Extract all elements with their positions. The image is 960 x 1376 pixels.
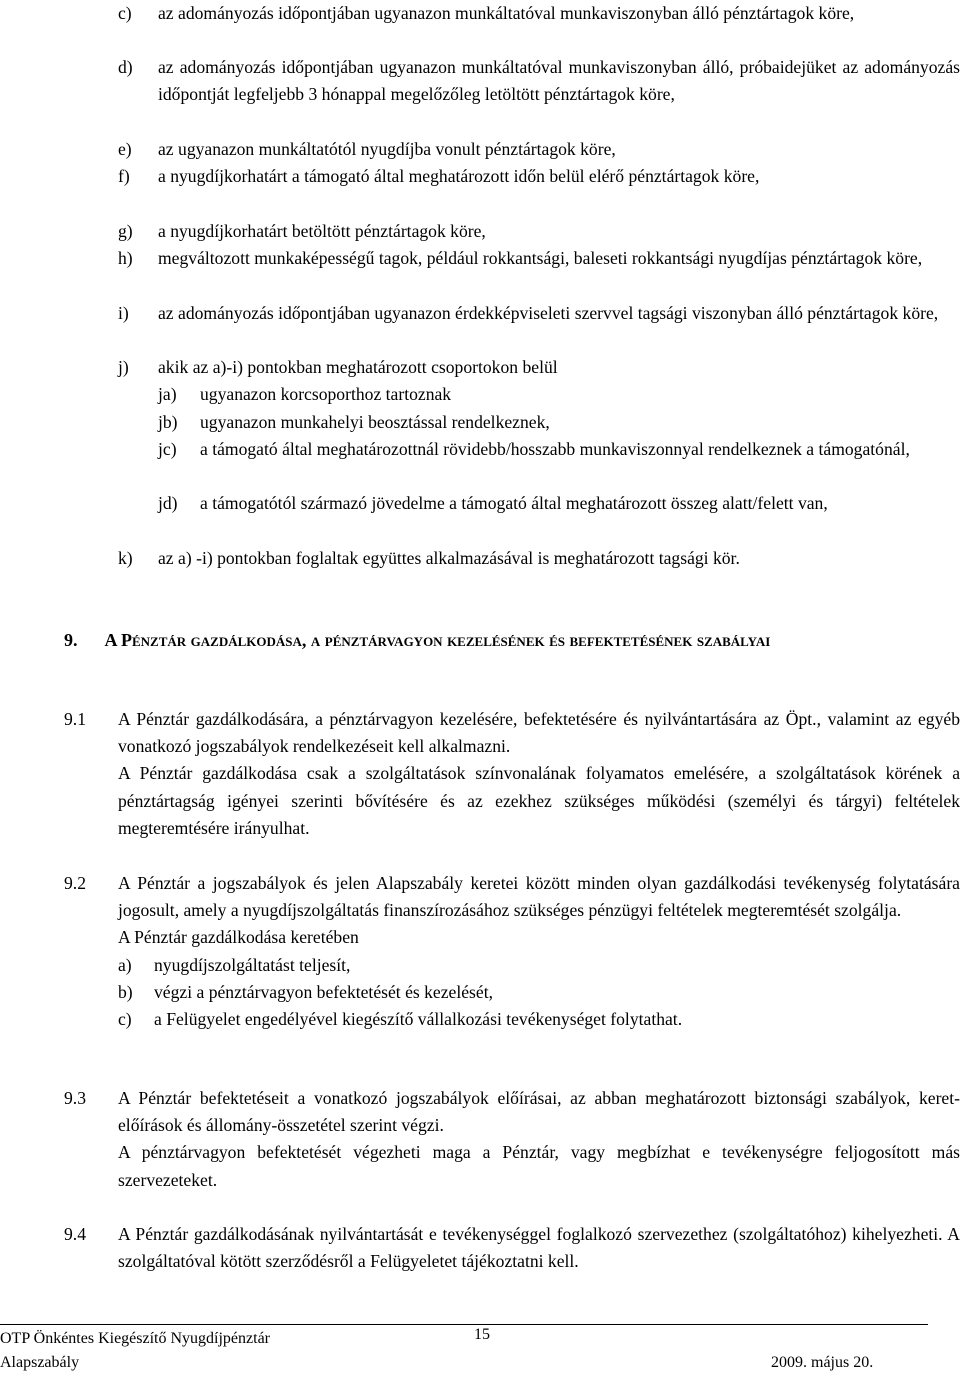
footer-organization: OTP Önkéntes Kiegészítő Nyugdíjpénztár xyxy=(0,1330,271,1347)
list-text: akik az a)-i) pontokban meghatározott csoportokon belül xyxy=(158,357,558,377)
paragraph-number: 9.3 xyxy=(64,1088,86,1108)
list-label: c) xyxy=(118,3,132,23)
list-label: e) xyxy=(118,139,132,159)
list-label: h) xyxy=(118,248,133,268)
paragraph-number: 9.4 xyxy=(64,1224,86,1244)
page-number: 15 xyxy=(474,1326,490,1343)
paragraph-text: A Pénztár gazdálkodása csak a szolgáltatások színvonalának folyamatos emelésére, a szolgáltatások körének a pénztártagság igényei szerinti bővítésére és az ezekhez szükséges működési (személyi és tárgyi) feltételek megteremtésére irányulhat. xyxy=(118,763,960,838)
sub-text: ugyanazon korcsoporthoz tartoznak xyxy=(200,384,452,404)
list-label: f) xyxy=(118,166,130,186)
list-label: b) xyxy=(118,981,133,1002)
list-item xyxy=(118,952,960,979)
sub-label: jc) xyxy=(158,439,177,459)
list-item xyxy=(118,979,960,1006)
list-text: az adományozás időpontjában ugyanazon munkáltatóval munkaviszonyban álló, próbaidejüket az adományozás időpontját legfeljebb 3 hónappal megelőzőleg letöltött pénztártagok köre, xyxy=(158,57,960,105)
list-label: j) xyxy=(118,357,129,377)
sub-label: jb) xyxy=(158,412,178,432)
list-label: k) xyxy=(118,548,133,568)
list-text: az ugyanazon munkáltatótól nyugdíjba vonult pénztártagok köre, xyxy=(158,139,616,159)
list-text: végzi a pénztárvagyon befektetését és kezelését, xyxy=(154,981,493,1002)
sub-text: a támogató által meghatározottnál rövidebb/hosszabb munkaviszonnyal rendelkeznek a támogatónál, xyxy=(200,439,910,459)
list-text: az adományozás időpontjában ugyanazon érdekképviseleti szervvel tagsági viszonyban álló pénztártagok köre, xyxy=(158,303,939,323)
paragraph-text: A Pénztár a jogszabályok és jelen Alapszabály keretei között minden olyan gazdálkodási tevékenység folytatására jogosult, amely a nyugdíjszolgáltatás finanszírozásához szükséges pénzügyi feltételek megteremtését szolgálja. xyxy=(118,873,960,921)
footer-document-name: Alapszabály xyxy=(0,1354,80,1371)
paragraph-text: A pénztárvagyon befektetését végezheti maga a Pénztár, vagy megbízhat e tevékenységre feljogosított más szervezeteket. xyxy=(118,1142,960,1190)
section-title: A Pénztár gazdálkodása, a pénztárvagyon kezelésének és befektetésének szabályai xyxy=(104,630,771,650)
list-text: a Felügyelet engedélyével kiegészítő vállalkozási tevékenységet folytathat. xyxy=(154,1009,683,1030)
sub-text: a támogatótól származó jövedelme a támogató által meghatározott összeg alatt/felett van, xyxy=(200,493,828,513)
list-label: i) xyxy=(118,303,129,323)
section-number: 9. xyxy=(64,630,78,650)
list-text: a nyugdíjkorhatárt a támogató által meghatározott időn belül elérő pénztártagok köre, xyxy=(158,166,760,186)
list-text: a nyugdíjkorhatárt betöltött pénztártagok köre, xyxy=(158,221,486,241)
paragraph-text: A Pénztár gazdálkodásának nyilvántartását e tevékenységgel foglalkozó szervezethez (szolgáltatóhoz) kihelyezheti. A szolgáltatóval kötött szerződésről a Felügyeletet tájékoztatni kell. xyxy=(118,1224,960,1272)
list-label: a) xyxy=(118,954,132,975)
footer-divider xyxy=(0,1324,928,1325)
list-label: d) xyxy=(118,57,133,77)
list-text: az adományozás időpontjában ugyanazon munkáltatóval munkaviszonyban álló pénztártagok köre, xyxy=(158,3,855,23)
paragraph-text: A Pénztár gazdálkodására, a pénztárvagyon kezelésére, befektetésére és nyilvántartására az Öpt., valamint az egyéb vonatkozó jogszabályok rendelkezéseit kell alkalmazni. xyxy=(118,709,960,757)
paragraph-text: A Pénztár befektetéseit a vonatkozó jogszabályok előírásai, az abban meghatározott biztonsági szabályok, keret-előírások és állomány-összetétel szerint végzi. xyxy=(118,1088,960,1136)
footer-date: 2009. május 20. xyxy=(771,1354,874,1371)
section-heading xyxy=(64,626,960,654)
list-label: g) xyxy=(118,221,133,241)
sub-text: ugyanazon munkahelyi beosztással rendelkeznek, xyxy=(200,412,550,432)
sub-label: jd) xyxy=(158,493,178,513)
sub-label: ja) xyxy=(158,384,177,404)
list-text: megváltozott munkaképességű tagok, például rokkantsági, baleseti rokkantsági nyugdíjas pénztártagok köre, xyxy=(158,248,923,268)
list-item xyxy=(118,1006,960,1033)
paragraph-text: A Pénztár gazdálkodása keretében xyxy=(118,927,359,948)
paragraph-number: 9.2 xyxy=(64,873,86,893)
paragraph-number: 9.1 xyxy=(64,709,86,729)
list-label: c) xyxy=(118,1009,132,1030)
list-text: nyugdíjszolgáltatást teljesít, xyxy=(154,954,351,975)
list-text: az a) -i) pontokban foglaltak együttes alkalmazásával is meghatározott tagsági kör. xyxy=(158,548,740,568)
